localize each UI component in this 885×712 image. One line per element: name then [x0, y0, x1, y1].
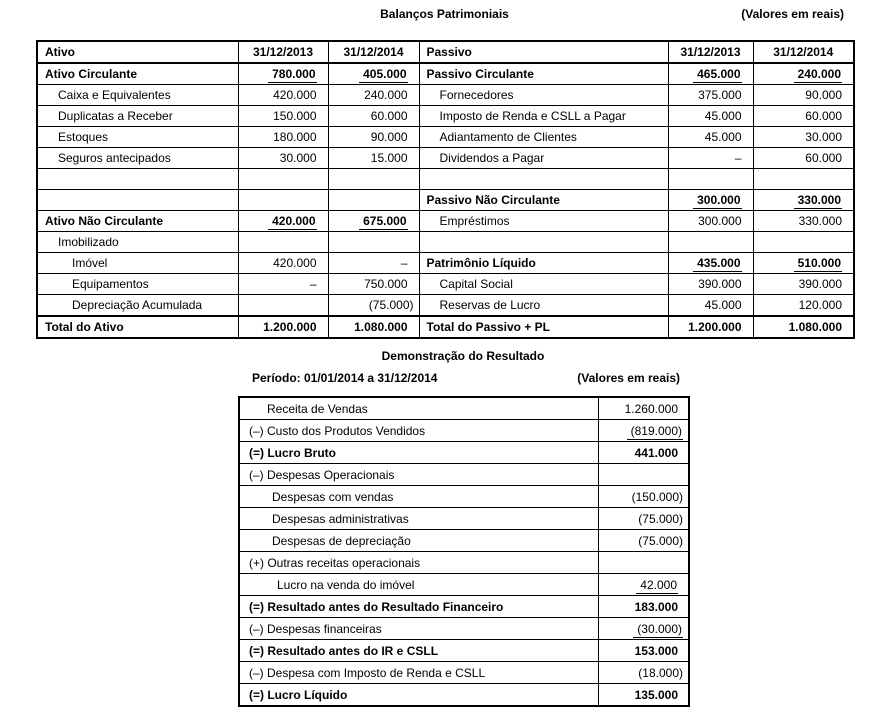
income-statement-row	[239, 552, 689, 574]
income-statement-row	[239, 662, 689, 684]
income-statement-row	[239, 397, 689, 420]
passivo-value-2014-underlined: 510.000	[794, 256, 842, 272]
balance-sheet-row	[37, 211, 854, 232]
passivo-value-2013: 45.000	[668, 295, 753, 317]
income-statement-row-label: (–) Custo dos Produtos Vendidos	[239, 420, 598, 442]
income-statement-row-label: (–) Despesas financeiras	[239, 618, 598, 640]
ativo-value-2013: 1.200.000	[238, 316, 328, 338]
ativo-row-label: Total do Ativo	[37, 316, 238, 338]
ativo-value-2014: (75.000)	[328, 295, 419, 317]
passivo-value-2014: 390.000	[753, 274, 854, 295]
income-statement-row	[239, 464, 689, 486]
passivo-value-2013: 1.200.000	[668, 316, 753, 338]
income-statement-row-label: Despesas de depreciação	[239, 530, 598, 552]
passivo-value-2014-underlined: 330.000	[794, 193, 842, 209]
income-statement-row-label: (–) Despesas Operacionais	[239, 464, 598, 486]
ativo-row-label: Ativo Não Circulante	[37, 211, 238, 232]
passivo-value-2013	[668, 253, 753, 274]
ativo-value-2014: 60.000	[328, 106, 419, 127]
balance-sheet-title: Balanços Patrimoniais	[380, 7, 509, 21]
ativo-row-label	[37, 190, 238, 211]
passivo-value-2013: 375.000	[668, 85, 753, 106]
ativo-row-label: Imobilizado	[37, 232, 238, 253]
ativo-value-2013: 420.000	[238, 85, 328, 106]
balance-sheet-row	[37, 169, 854, 190]
income-statement-period: Período: 01/01/2014 a 31/12/2014	[252, 371, 438, 385]
income-statement-row-value-underlined: (819.000)	[627, 424, 683, 440]
ativo-2013-column-header: 31/12/2013	[238, 41, 328, 63]
balance-sheet-row	[37, 106, 854, 127]
income-statement-row-value: 1.260.000	[598, 397, 689, 420]
income-statement-row	[239, 530, 689, 552]
income-statement-row-value	[598, 552, 689, 574]
passivo-row-label: Fornecedores	[419, 85, 668, 106]
passivo-row-label: Empréstimos	[419, 211, 668, 232]
ativo-row-label	[37, 169, 238, 190]
income-statement-row	[239, 420, 689, 442]
balance-sheet-row	[37, 85, 854, 106]
passivo-value-2014: 60.000	[753, 148, 854, 169]
ativo-row-label: Imóvel	[37, 253, 238, 274]
income-statement-row	[239, 442, 689, 464]
passivo-value-2014	[753, 232, 854, 253]
ativo-2014-column-header: 31/12/2014	[328, 41, 419, 63]
ativo-value-2013: 30.000	[238, 148, 328, 169]
income-statement-row-value: (75.000)	[598, 530, 689, 552]
balance-sheet-row	[37, 274, 854, 295]
income-statement-row-value-underlined: (30.000)	[633, 622, 683, 638]
ativo-row-label: Equipamentos	[37, 274, 238, 295]
passivo-value-2014: 1.080.000	[753, 316, 854, 338]
passivo-value-2014: 60.000	[753, 106, 854, 127]
ativo-value-2013: 420.000	[238, 253, 328, 274]
ativo-value-2014	[328, 169, 419, 190]
balance-sheet-column-header-row	[37, 41, 854, 63]
passivo-row-label: Passivo Não Circulante	[419, 190, 668, 211]
income-statement-row	[239, 486, 689, 508]
passivo-value-2014-underlined: 240.000	[794, 67, 842, 83]
ativo-value-2014: –	[328, 253, 419, 274]
passivo-row-label: Patrimônio Líquido	[419, 253, 668, 274]
passivo-column-header: Passivo	[419, 41, 668, 63]
income-statement-row-value: (75.000)	[598, 508, 689, 530]
passivo-row-label	[419, 232, 668, 253]
income-statement-row-value: 153.000	[598, 640, 689, 662]
income-statement-row-label: Lucro na venda do imóvel	[239, 574, 598, 596]
ativo-row-label: Ativo Circulante	[37, 63, 238, 85]
passivo-value-2013	[668, 63, 753, 85]
passivo-row-label: Reservas de Lucro	[419, 295, 668, 317]
ativo-value-2014: 15.000	[328, 148, 419, 169]
passivo-value-2013	[668, 190, 753, 211]
balance-sheet-table	[36, 40, 855, 339]
balance-sheet-row	[37, 127, 854, 148]
passivo-value-2013: 45.000	[668, 106, 753, 127]
ativo-value-2013	[238, 211, 328, 232]
ativo-value-2013	[238, 295, 328, 317]
income-statement-row-label: Despesas com vendas	[239, 486, 598, 508]
passivo-value-2014	[753, 169, 854, 190]
income-statement-row	[239, 596, 689, 618]
passivo-value-2013	[668, 232, 753, 253]
income-statement-row-value	[598, 618, 689, 640]
income-statement-row-label: (+) Outras receitas operacionais	[239, 552, 598, 574]
income-statement-row	[239, 618, 689, 640]
income-statement-values-note: (Valores em reais)	[577, 371, 680, 385]
ativo-value-2014: 750.000	[328, 274, 419, 295]
passivo-row-label: Total do Passivo + PL	[419, 316, 668, 338]
ativo-value-2014: 1.080.000	[328, 316, 419, 338]
ativo-row-label: Duplicatas a Receber	[37, 106, 238, 127]
passivo-value-2013-underlined: 465.000	[693, 67, 741, 83]
income-statement-row-label: (=) Resultado antes do IR e CSLL	[239, 640, 598, 662]
income-statement-row-label: Receita de Vendas	[239, 397, 598, 420]
income-statement-row	[239, 640, 689, 662]
income-statement-subheader	[238, 371, 688, 386]
income-statement-row-value: 183.000	[598, 596, 689, 618]
passivo-row-label: Passivo Circulante	[419, 63, 668, 85]
passivo-2013-column-header: 31/12/2013	[668, 41, 753, 63]
income-statement-row-value	[598, 420, 689, 442]
passivo-value-2014: 120.000	[753, 295, 854, 317]
income-statement-row-value	[598, 464, 689, 486]
ativo-value-2014	[328, 232, 419, 253]
passivo-value-2014	[753, 63, 854, 85]
passivo-value-2014: 90.000	[753, 85, 854, 106]
ativo-value-2013: 180.000	[238, 127, 328, 148]
ativo-row-label: Depreciação Acumulada	[37, 295, 238, 317]
income-statement-row-label: Despesas administrativas	[239, 508, 598, 530]
balance-sheet-row	[37, 253, 854, 274]
income-statement-row	[239, 574, 689, 596]
income-statement-row-label: (–) Despesa com Imposto de Renda e CSLL	[239, 662, 598, 684]
income-statement-row-label: (=) Lucro Líquido	[239, 684, 598, 707]
income-statement-row-value	[598, 574, 689, 596]
ativo-value-2013	[238, 190, 328, 211]
ativo-value-2014-underlined: 675.000	[359, 214, 407, 230]
passivo-row-label: Capital Social	[419, 274, 668, 295]
income-statement-row-value: (150.000)	[598, 486, 689, 508]
income-statement-row-label: (=) Lucro Bruto	[239, 442, 598, 464]
income-statement-row-value: 135.000	[598, 684, 689, 707]
ativo-value-2014	[328, 190, 419, 211]
balance-sheet-row	[37, 190, 854, 211]
passivo-value-2013: –	[668, 148, 753, 169]
income-statement-row-value: 441.000	[598, 442, 689, 464]
ativo-row-label: Caixa e Equivalentes	[37, 85, 238, 106]
ativo-value-2014: 90.000	[328, 127, 419, 148]
ativo-row-label: Estoques	[37, 127, 238, 148]
income-statement-row-value: (18.000)	[598, 662, 689, 684]
passivo-value-2013	[668, 169, 753, 190]
ativo-value-2014	[328, 63, 419, 85]
income-statement-row-label: (=) Resultado antes do Resultado Financeiro	[239, 596, 598, 618]
balance-sheet-row	[37, 148, 854, 169]
balance-sheet-row	[37, 295, 854, 317]
ativo-value-2013-underlined: 780.000	[268, 67, 316, 83]
ativo-value-2014	[328, 211, 419, 232]
income-statement-table	[238, 396, 690, 707]
passivo-value-2013: 45.000	[668, 127, 753, 148]
income-statement-row-value-underlined: 42.000	[636, 578, 678, 594]
ativo-row-label: Seguros antecipados	[37, 148, 238, 169]
passivo-value-2014	[753, 190, 854, 211]
passivo-row-label: Imposto de Renda e CSLL a Pagar	[419, 106, 668, 127]
ativo-value-2013	[238, 232, 328, 253]
balance-sheet-row	[37, 316, 854, 338]
ativo-value-2013-underlined: 420.000	[268, 214, 316, 230]
passivo-value-2013: 300.000	[668, 211, 753, 232]
ativo-column-header: Ativo	[37, 41, 238, 63]
ativo-value-2014-underlined: 405.000	[359, 67, 407, 83]
ativo-value-2013: 150.000	[238, 106, 328, 127]
passivo-row-label: Dividendos a Pagar	[419, 148, 668, 169]
balance-sheet-row	[37, 232, 854, 253]
ativo-value-2014: 240.000	[328, 85, 419, 106]
ativo-value-2013: –	[238, 274, 328, 295]
passivo-2014-column-header: 31/12/2014	[753, 41, 854, 63]
passivo-row-label	[419, 169, 668, 190]
passivo-row-label: Adiantamento de Clientes	[419, 127, 668, 148]
passivo-value-2013-underlined: 300.000	[693, 193, 741, 209]
passivo-value-2014: 30.000	[753, 127, 854, 148]
ativo-value-2013	[238, 63, 328, 85]
passivo-value-2013-underlined: 435.000	[693, 256, 741, 272]
balance-sheet-header	[36, 7, 853, 23]
income-statement-row	[239, 508, 689, 530]
passivo-value-2014	[753, 253, 854, 274]
balance-sheet-values-note: (Valores em reais)	[741, 7, 844, 21]
ativo-value-2013	[238, 169, 328, 190]
passivo-value-2014: 330.000	[753, 211, 854, 232]
balance-sheet-row	[37, 63, 854, 85]
income-statement-title: Demonstração do Resultado	[381, 349, 545, 363]
income-statement-row	[239, 684, 689, 707]
passivo-value-2013: 390.000	[668, 274, 753, 295]
